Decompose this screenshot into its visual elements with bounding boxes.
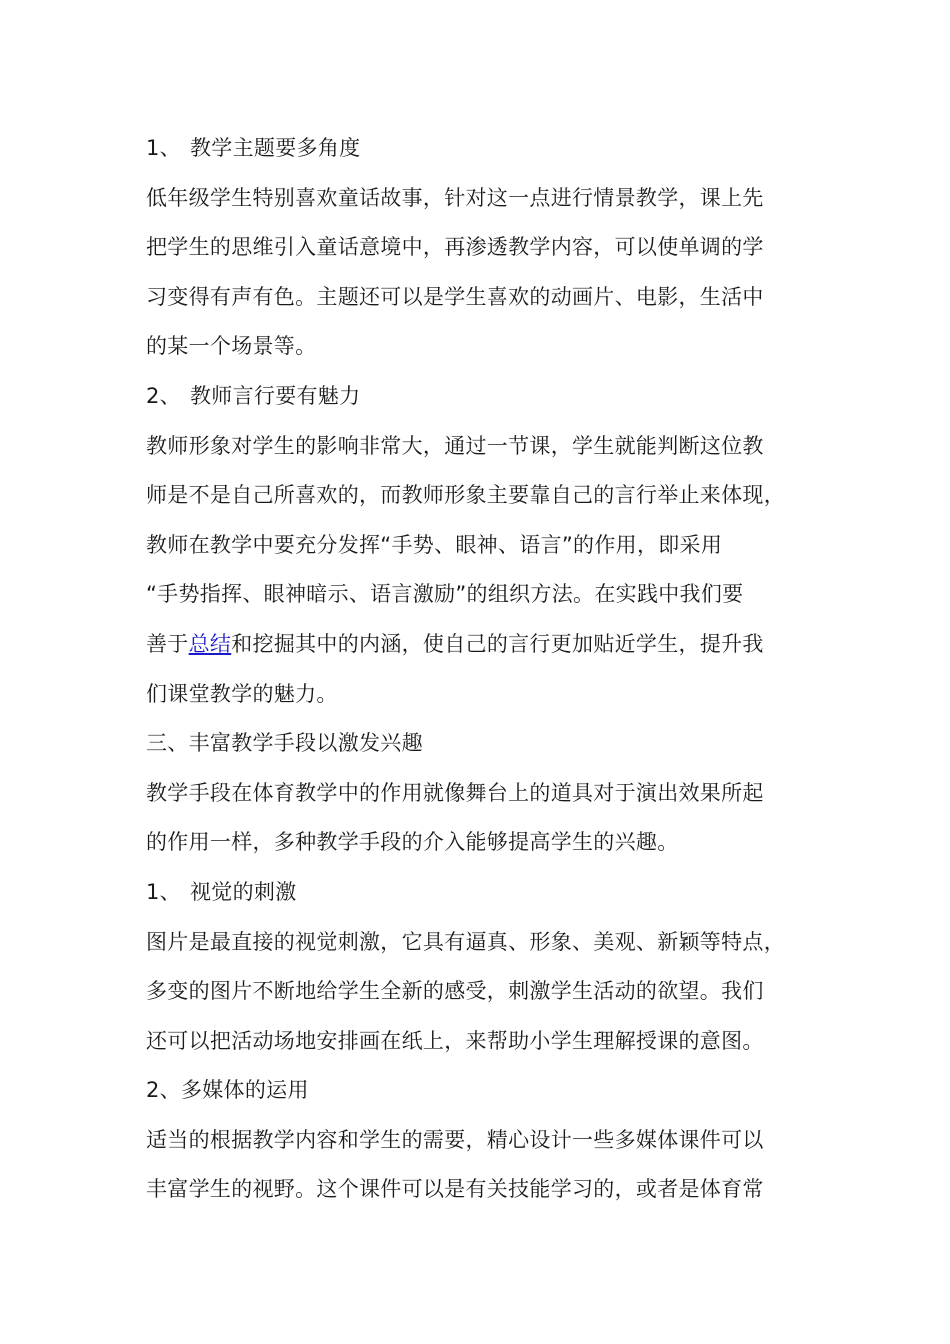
heading-text: 视觉的刺激 — [190, 879, 297, 904]
paragraph-line: 把学生的思维引入童话意境中，再渗透教学内容，可以使单调的学 — [146, 235, 764, 260]
heading-text: 教学主题要多角度 — [190, 136, 361, 160]
paragraph-line: 习变得有声有色。主题还可以是学生喜欢的动画片、电影，生活中 — [146, 284, 764, 309]
paragraph-line: 的作用一样，多种教学手段的介入能够提高学生的兴趣。 — [146, 830, 679, 855]
heading-multimedia: 2、多媒体的运用 — [146, 1078, 309, 1103]
text-segment: 善于 — [146, 631, 189, 656]
paragraph-line: 适当的根据教学内容和学生的需要，精心设计一些多媒体课件可以 — [146, 1127, 764, 1152]
heading-visual-stimulus — [146, 868, 806, 918]
section-heading-teaching-methods: 三、丰富教学手段以激发兴趣 — [146, 731, 423, 756]
paragraph-line: 图片是最直接的视觉刺激，它具有逼真、形象、美观、新颖等特点， — [146, 929, 785, 954]
paragraph-line: 教师在教学中要充分发挥“手势、眼神、语言”的作用，即采用 — [146, 532, 723, 557]
heading-text: 教师言行要有魅力 — [190, 383, 361, 408]
heading-teacher-charisma — [146, 372, 806, 422]
paragraph-line: 教学手段在体育教学中的作用就像舞台上的道具对于演出效果所起 — [146, 780, 764, 805]
paragraph-line: “手势指挥、眼神暗示、语言激励”的组织方法。在实践中我们要 — [146, 582, 744, 607]
heading-number: 1、 — [146, 879, 181, 904]
paragraph-line: 丰富学生的视野。这个课件可以是有关技能学习的，或者是体育常 — [146, 1177, 764, 1202]
heading-teaching-theme — [146, 124, 806, 174]
paragraph-line: 低年级学生特别喜欢童话故事，针对这一点进行情景教学，课上先 — [146, 185, 764, 210]
paragraph-line: 们课堂教学的魅力。 — [146, 681, 338, 706]
paragraph-line: 还可以把活动场地安排画在纸上，来帮助小学生理解授课的意图。 — [146, 1028, 764, 1053]
paragraph-line-with-link — [146, 620, 806, 670]
text-segment: 和挖掘其中的内涵，使自己的言行更加贴近学生，提升我 — [231, 631, 764, 656]
paragraph-line: 多变的图片不断地给学生全新的感受，刺激学生活动的欲望。我们 — [146, 979, 764, 1004]
paragraph-line: 教师形象对学生的影响非常大，通过一节课，学生就能判断这位教 — [146, 433, 764, 458]
paragraph-line: 的某一个场景等。 — [146, 334, 317, 359]
heading-number: 2、 — [146, 383, 181, 408]
summary-link[interactable]: 总结 — [188, 631, 232, 656]
document-body — [146, 124, 806, 1215]
heading-number: 1、 — [146, 136, 181, 160]
paragraph-line: 师是不是自己所喜欢的，而教师形象主要靠自己的言行举止来体现， — [146, 483, 785, 508]
